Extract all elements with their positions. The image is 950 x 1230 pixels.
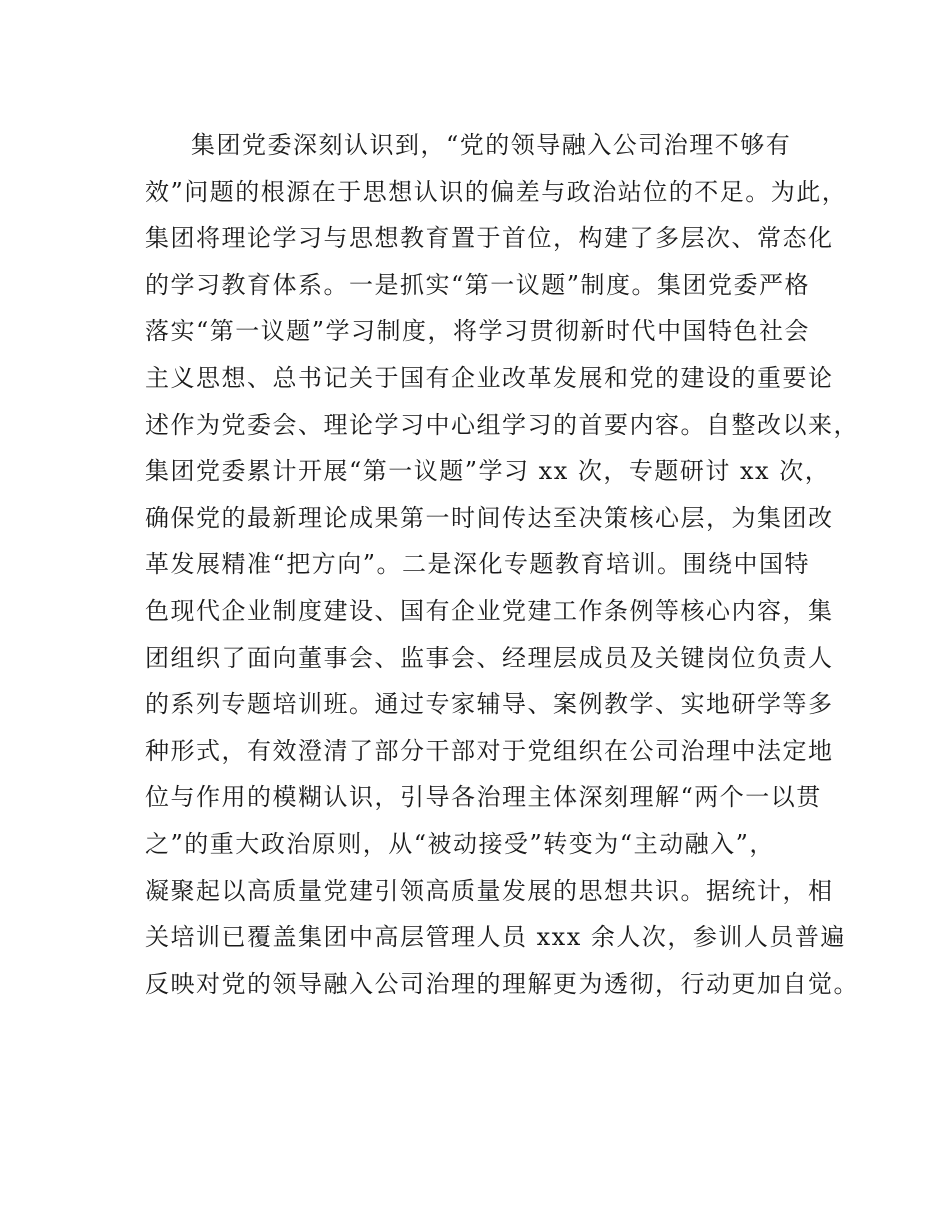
paragraph-line: 之”的重大政治原则，从“被动接受”转变为“主动融入”， (145, 829, 775, 858)
paragraph-line: 团组织了面向董事会、监事会、经理层成员及关键岗位负责人 (145, 643, 834, 672)
paragraph-line: 反映对党的领导融入公司治理的理解更为透彻，行动更加自觉。 (145, 969, 859, 998)
paragraph-line: 集团党委累计开展“第一议题”学习 xx 次，专题研讨 xx 次， (145, 457, 831, 486)
paragraph-line: 的学习教育体系。一是抓实“第一议题”制度。集团党委严格 (145, 270, 811, 299)
paragraph-line: 关培训已覆盖集团中高层管理人员 xxx 余人次，参训人员普遍 (145, 923, 846, 952)
paragraph-line: 述作为党委会、理论学习中心组学习的首要内容。自整改以来， (145, 410, 859, 439)
paragraph-line: 落实“第一议题”学习制度，将学习贯彻新时代中国特色社会 (145, 317, 811, 346)
paragraph-line: 种形式，有效澄清了部分干部对于党组织在公司治理中法定地 (145, 736, 834, 765)
paragraph-line: 确保党的最新理论成果第一时间传达至决策核心层，为集团改 (145, 503, 834, 532)
paragraph-line: 的系列专题培训班。通过专家辅导、案例教学、实地研学等多 (145, 690, 834, 719)
paragraph-line: 集团将理论学习与思想教育置于首位，构建了多层次、常态化 (145, 224, 834, 253)
paragraph-line: 凝聚起以高质量党建引领高质量发展的思想共识。据统计，相 (145, 876, 834, 905)
paragraph-line: 位与作用的模糊认识，引导各治理主体深刻理解“两个一以贯 (145, 783, 822, 812)
paragraph-line: 革发展精准“把方向”。二是深化专题教育培训。围绕中国特 (145, 550, 811, 579)
paragraph-line: 主义思想、总书记关于国有企业改革发展和党的建设的重要论 (145, 363, 834, 392)
body-paragraph (145, 122, 859, 1007)
paragraph-line: 色现代企业制度建设、国有企业党建工作条例等核心内容，集 (145, 596, 834, 625)
paragraph-line: 效”问题的根源在于思想认识的偏差与政治站位的不足。为此， (145, 177, 848, 206)
paragraph-line: 集团党委深刻认识到，“党的领导融入公司治理不够有 (191, 131, 792, 159)
